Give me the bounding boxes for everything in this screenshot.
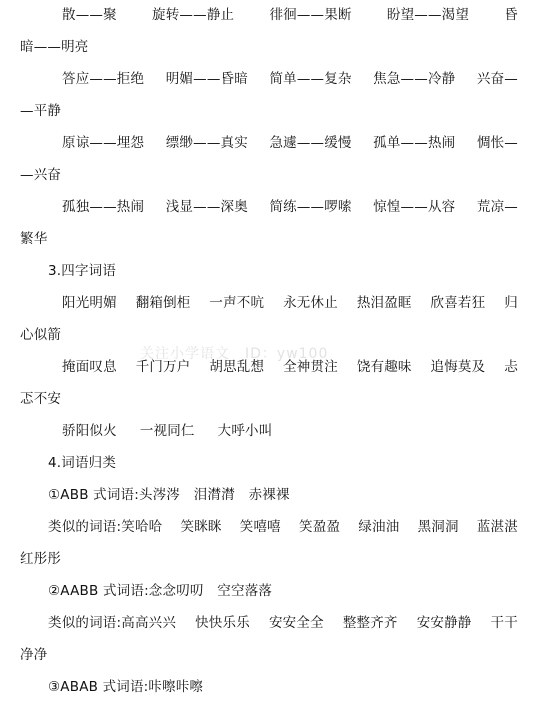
four-char-word: 追悔莫及 xyxy=(430,359,486,375)
antonym-row-1 xyxy=(0,5,540,25)
four-char-row-3 xyxy=(0,421,540,441)
antonym-pair: 徘徊——果断 xyxy=(269,7,352,23)
categories-heading: 4.词语归类 xyxy=(48,455,117,471)
four-char-row-2-cont: 忑不安 xyxy=(20,391,62,407)
similar-word: 绿油油 xyxy=(358,519,400,535)
four-char-word: 胡思乱想 xyxy=(209,359,265,375)
four-char-word: 永无休止 xyxy=(283,295,338,311)
antonym-pair: 明媚——昏暗 xyxy=(165,71,248,87)
antonym-row-2 xyxy=(0,69,540,89)
similar-word: 快快乐乐 xyxy=(195,615,250,631)
antonym-pair: 散——聚 xyxy=(62,7,117,23)
antonym-pair: 焦急——冷静 xyxy=(373,71,456,87)
four-char-word: 欣喜若狂 xyxy=(430,295,486,311)
antonym-row-1-cont: 暗——明亮 xyxy=(20,39,89,55)
antonym-row-4-cont: 繁华 xyxy=(20,231,48,247)
four-char-word: 饶有趣味 xyxy=(356,359,412,375)
four-char-word: 掩面叹息 xyxy=(62,359,117,375)
four-char-heading: 3.四字词语 xyxy=(48,263,117,279)
four-char-word: 归 xyxy=(504,295,518,311)
aabb-similar-row xyxy=(0,613,540,633)
abb-label: ①ABB 式词语:头涔涔 泪潸潸 赤裸裸 xyxy=(48,487,290,503)
antonym-pair: 缥缈——真实 xyxy=(165,135,248,151)
antonym-pair: 惊惶——从容 xyxy=(373,199,456,215)
similar-word: 干干 xyxy=(490,615,518,631)
antonym-row-3 xyxy=(0,133,540,153)
antonym-pair: 答应——拒绝 xyxy=(62,71,145,87)
antonym-pair: 昏 xyxy=(504,7,518,23)
similar-word: 安安全全 xyxy=(268,615,324,631)
antonym-row-2-cont: —平静 xyxy=(20,103,62,119)
antonym-row-4 xyxy=(0,197,540,217)
similar-word: 类似的词语:高高兴兴 xyxy=(48,615,177,631)
similar-word: 笑嘻嘻 xyxy=(239,519,281,535)
four-char-row-2 xyxy=(0,357,540,377)
antonym-pair: 浅显——深奥 xyxy=(165,199,248,215)
four-char-word: 翻箱倒柜 xyxy=(135,295,191,311)
similar-word: 笑盈盈 xyxy=(299,519,341,535)
antonym-pair: 原谅——埋怨 xyxy=(62,135,145,151)
similar-word: 整整齐齐 xyxy=(342,615,398,631)
antonym-row-3-cont: —兴奋 xyxy=(20,167,62,183)
similar-word: 安安静静 xyxy=(416,615,472,631)
antonym-pair: 孤独——热闹 xyxy=(62,199,145,215)
aabb-label: ②AABB 式词语:念念叨叨 空空落落 xyxy=(48,583,273,599)
four-char-word: 一声不吭 xyxy=(209,295,265,311)
similar-word: 笑眯眯 xyxy=(180,519,222,535)
similar-word: 黑洞洞 xyxy=(417,519,459,535)
similar-word: 类似的词语:笑哈哈 xyxy=(48,519,163,535)
antonym-pair: 惆怅— xyxy=(476,135,518,151)
four-char-word: 大呼小叫 xyxy=(217,423,273,439)
four-char-word: 一视同仁 xyxy=(139,423,195,439)
abb-similar-row xyxy=(0,517,540,537)
similar-word: 蓝湛湛 xyxy=(476,519,518,535)
antonym-pair: 旋转——静止 xyxy=(152,7,235,23)
antonym-pair: 兴奋— xyxy=(476,71,518,87)
four-char-word: 骄阳似火 xyxy=(62,423,117,439)
antonym-pair: 盼望——渴望 xyxy=(386,7,470,23)
four-char-row-1-cont: 心似箭 xyxy=(20,327,62,343)
four-char-word: 千门万户 xyxy=(135,359,191,375)
antonym-pair: 急遽——缓慢 xyxy=(269,135,352,151)
watermark: 关注小学语文 ID：yw100 xyxy=(140,346,329,362)
four-char-word: 阳光明媚 xyxy=(62,295,117,311)
aabb-similar-cont: 净净 xyxy=(20,647,48,663)
four-char-row-1 xyxy=(0,293,540,313)
four-char-word: 全神贯注 xyxy=(283,359,338,375)
abb-similar-cont: 红彤彤 xyxy=(20,551,62,567)
antonym-pair: 荒凉— xyxy=(476,199,518,215)
four-char-word: 热泪盈眶 xyxy=(356,295,412,311)
antonym-pair: 简练——啰嗦 xyxy=(269,199,352,215)
abab-label: ③ABAB 式词语:咔嚓咔嚓 xyxy=(48,679,204,695)
four-char-word: 忐 xyxy=(504,359,518,375)
antonym-pair: 简单——复杂 xyxy=(269,71,352,87)
antonym-pair: 孤单——热闹 xyxy=(373,135,456,151)
